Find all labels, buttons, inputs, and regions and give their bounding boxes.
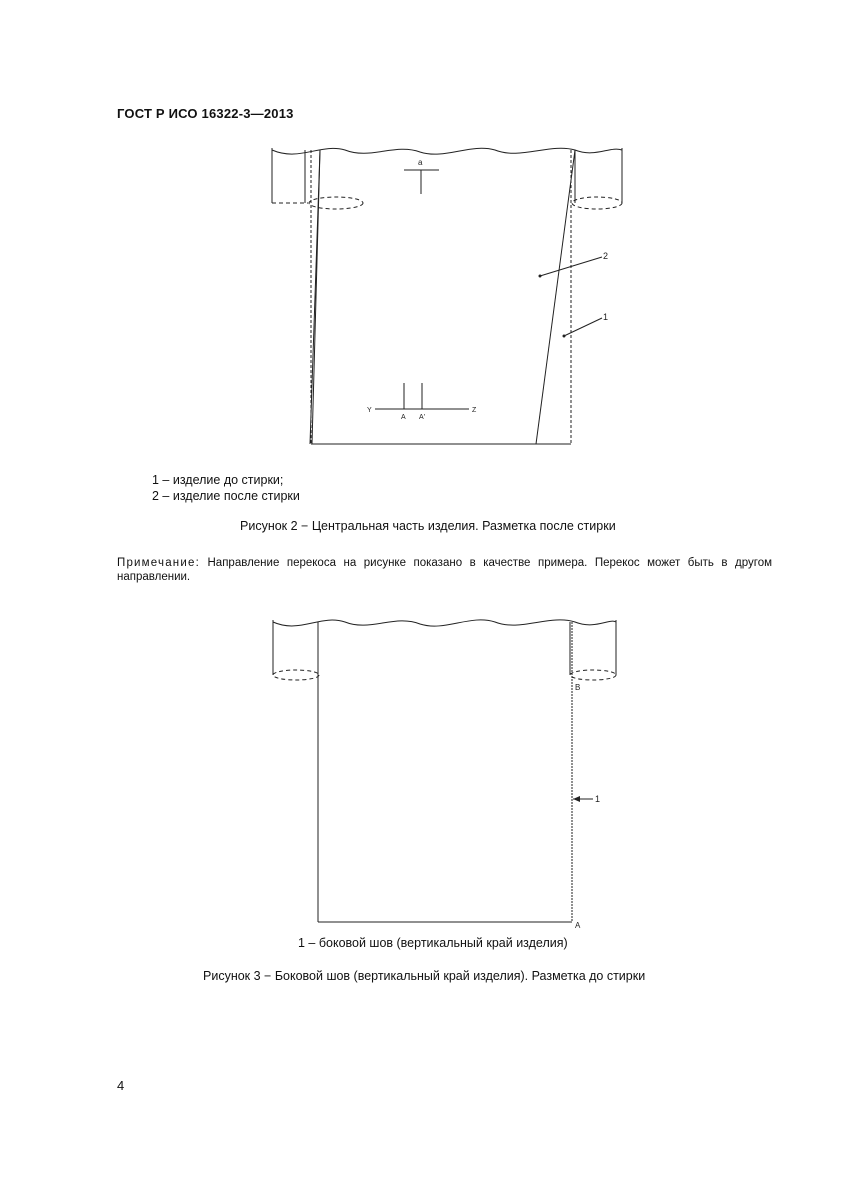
figure-3-caption: Рисунок 3 − Боковой шов (вертикальный край изделия). Разметка до стирки bbox=[203, 969, 646, 983]
skewed-edge-left-inner bbox=[312, 150, 320, 444]
label-a: a bbox=[418, 158, 423, 167]
leader-line-2 bbox=[540, 257, 602, 276]
figure-2-legend-item-1: 1 – изделие до стирки; bbox=[152, 473, 284, 487]
leader-line-1 bbox=[564, 318, 602, 336]
note-label: Примечание: bbox=[117, 557, 200, 569]
note bbox=[117, 556, 772, 584]
label-A-prime: A' bbox=[419, 414, 426, 421]
skewed-edge-right bbox=[536, 150, 575, 444]
page-number: 4 bbox=[117, 1078, 125, 1093]
label-1: 1 bbox=[595, 794, 601, 804]
figure-2-legend-item-2: 2 – изделие после стирки bbox=[152, 489, 300, 503]
right-sleeve-opening bbox=[572, 197, 622, 209]
label-z: Z bbox=[472, 407, 477, 414]
left-sleeve-opening bbox=[309, 197, 363, 209]
label-A: A bbox=[401, 414, 406, 421]
figure-2-drawing bbox=[0, 0, 849, 460]
note-text: Направление перекоса на рисунке показано в качестве примера. Перекос может быть в другом направлении. bbox=[117, 557, 773, 583]
label-B: B bbox=[575, 683, 581, 692]
figure-2-caption: Рисунок 2 − Центральная часть изделия. Разметка после стирки bbox=[240, 519, 616, 533]
left-sleeve-opening bbox=[273, 670, 319, 680]
figure-3-drawing bbox=[0, 610, 849, 940]
figure-3-legend: 1 – боковой шов (вертикальный край изделия) bbox=[298, 936, 568, 950]
garment-top-wavy-edge bbox=[272, 148, 622, 154]
label-1: 1 bbox=[603, 312, 609, 322]
right-sleeve-opening bbox=[570, 670, 616, 680]
label-A: A bbox=[575, 921, 581, 930]
garment-top-wavy-edge bbox=[273, 620, 616, 626]
label-2: 2 bbox=[603, 251, 609, 261]
document-header: ГОСТ Р ИСО 16322-3—2013 bbox=[117, 106, 294, 121]
label-y: Y bbox=[367, 407, 372, 414]
